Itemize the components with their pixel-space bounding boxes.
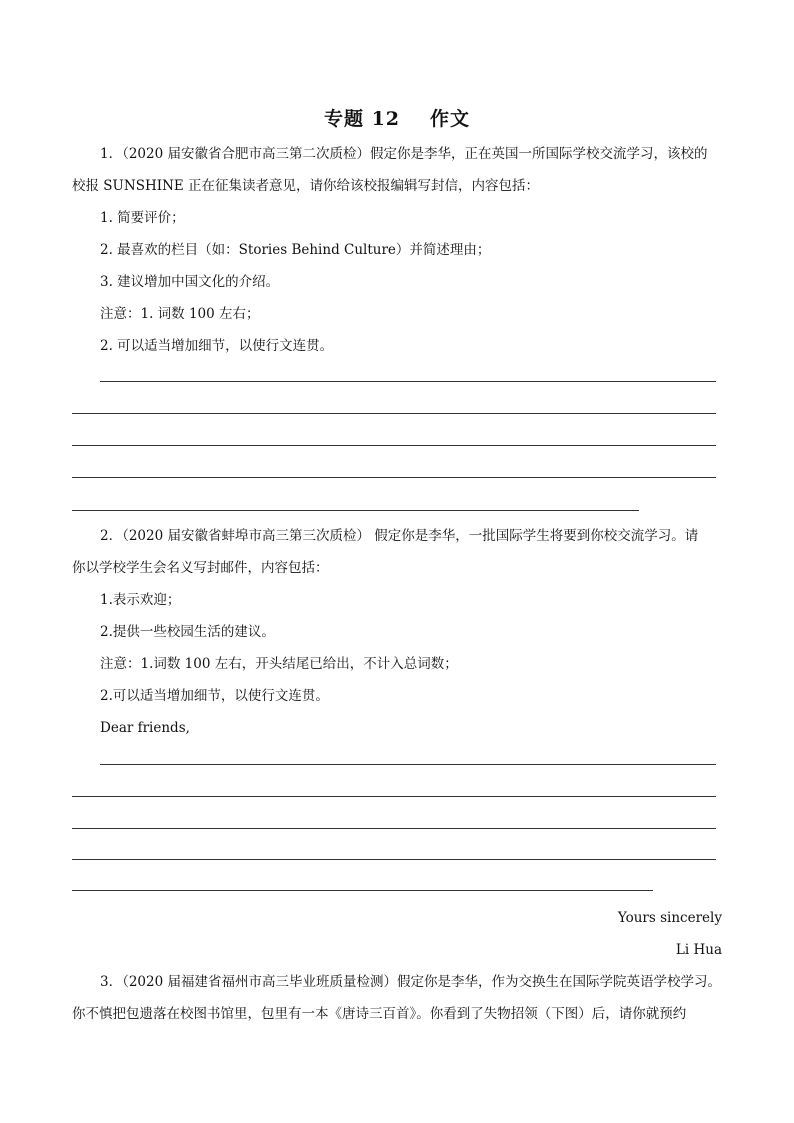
q1-point-1: 1. 简要评价； bbox=[100, 210, 185, 226]
q1-note-1: 注意：1. 词数 100 左右； bbox=[100, 306, 260, 322]
q1-answer-line-4[interactable] bbox=[72, 477, 716, 478]
q3-prompt-line1: 3．（2020 届福建省福州市高三毕业班质量检测）假定你是李华，作为交换生在国际学院英语学校学习。 bbox=[100, 974, 721, 990]
q1-point-2: 2. 最喜欢的栏目（如：Stories Behind Culture）并简述理由； bbox=[100, 242, 491, 258]
q1-prompt-line2: 校报 SUNSHINE 正在征集读者意见，请你给该校报编辑写封信，内容包括： bbox=[72, 178, 540, 194]
q2-note-1: 注意：1.词数 100 左右，开头结尾已给出，不计入总词数； bbox=[100, 656, 458, 672]
q2-closing: Yours sincerely bbox=[617, 910, 722, 926]
q1-answer-line-2[interactable] bbox=[72, 413, 716, 414]
q1-answer-line-1[interactable] bbox=[100, 381, 716, 382]
q1-answer-line-5[interactable] bbox=[72, 510, 639, 511]
q2-answer-line-2[interactable] bbox=[72, 796, 716, 797]
q2-answer-line-3[interactable] bbox=[72, 828, 716, 829]
q2-prompt-line2: 你以学校学生会名义写封邮件，内容包括： bbox=[72, 560, 329, 576]
q2-answer-line-4[interactable] bbox=[72, 859, 716, 860]
q2-salutation: Dear friends, bbox=[100, 720, 190, 736]
q2-signature: Li Hua bbox=[675, 942, 722, 958]
q2-prompt-line1: 2．（2020 届安徽省蚌埠市高三第三次质检） 假定你是李华，一批国际学生将要到你校交流学习。请 bbox=[100, 528, 699, 544]
title-topic: 专题 12 bbox=[323, 108, 401, 130]
q1-answer-line-3[interactable] bbox=[72, 445, 716, 446]
title-subject: 作文 bbox=[430, 108, 471, 130]
q1-point-3: 3. 建议增加中国文化的介绍。 bbox=[100, 274, 280, 290]
q2-note-2: 2.可以适当增加细节，以使行文连贯。 bbox=[100, 688, 329, 704]
q2-answer-line-1[interactable] bbox=[100, 764, 716, 765]
q3-prompt-line2: 你不慎把包遗落在校图书馆里，包里有一本《唐诗三百首》。你看到了失物招领（下图）后，请你就预约 bbox=[72, 1006, 687, 1022]
q1-prompt-line1: 1．（2020 届安徽省合肥市高三第二次质检）假定你是李华，正在英国一所国际学校交流学习，该校的 bbox=[100, 146, 708, 162]
q1-note-2: 2. 可以适当增加细节，以使行文连贯。 bbox=[100, 338, 334, 354]
page-title bbox=[0, 104, 794, 131]
q2-answer-line-5[interactable] bbox=[72, 890, 653, 891]
q2-point-1: 1.表示欢迎； bbox=[100, 592, 181, 608]
q2-point-2: 2.提供一些校园生活的建议。 bbox=[100, 624, 275, 640]
